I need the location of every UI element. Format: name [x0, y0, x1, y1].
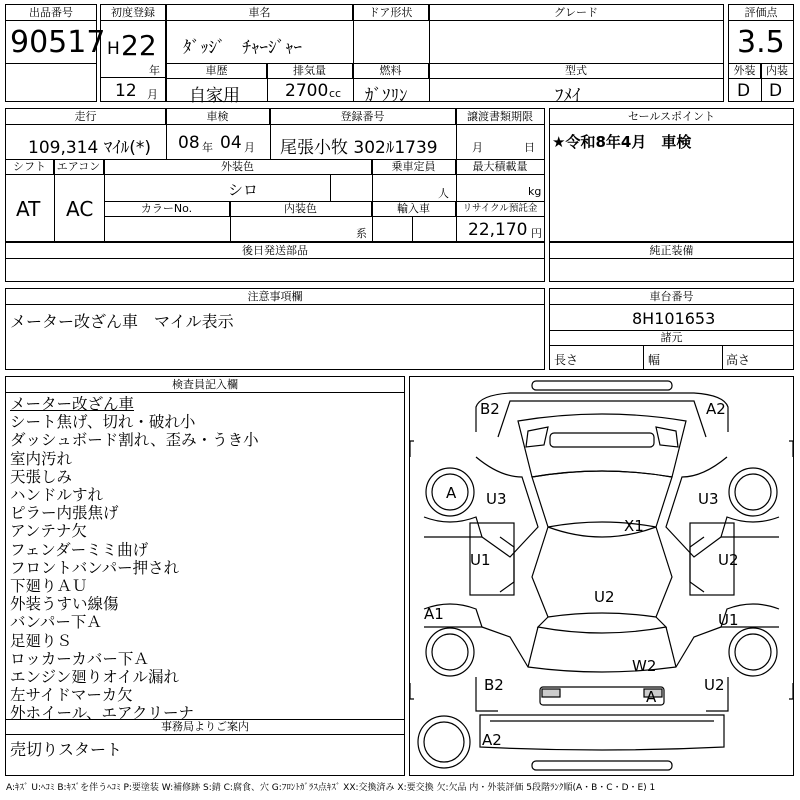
color-number-label: カラーNo.: [104, 201, 230, 217]
score-box: [728, 4, 794, 102]
car-info-box: [166, 4, 724, 106]
lot-number: 90517: [10, 25, 106, 60]
ac-label: エアコン: [54, 159, 104, 175]
model-label: 型式: [429, 63, 723, 79]
damage-code: U3: [698, 490, 719, 508]
inspection-month-unit: 月: [244, 141, 255, 154]
year-unit: 年: [149, 64, 160, 77]
interior-grade: D: [769, 81, 783, 101]
inspector-notes-list: [10, 395, 259, 723]
fuel-value: ｶﾞｿﾘﾝ: [365, 86, 408, 106]
legend-text: A:ｷｽﾞ U:ﾍｺﾐ B:ｷｽﾞを伴うﾍｺﾐ P:要塗装 W:補修跡 S:錆 C:腐食、穴 G:ﾌﾛﾝﾄｶﾞﾗｽ点ｷｽﾞ XX:交換済み X:要交換 欠:欠品 内・外装評価 5段階ﾗﾝｸ順(A・B・C・D・E) 1: [6, 783, 656, 793]
door-label: ドア形状: [353, 5, 429, 21]
inspector-box: [5, 376, 405, 776]
inspector-note-line: 天張しみ: [10, 467, 73, 486]
load-label: 最大積載量: [456, 159, 544, 175]
inspector-note-line: ピラー内張焦げ: [10, 504, 119, 523]
month-number: 12: [115, 81, 137, 101]
import-label: 輸入車: [372, 201, 456, 217]
damage-code: A: [646, 688, 657, 706]
damage-code: A2: [482, 731, 502, 749]
inspector-note-line: メーター改ざん車: [10, 395, 135, 413]
displacement-unit: cc: [329, 87, 342, 100]
recycle-unit: 円: [531, 227, 542, 240]
interior-label: 内装: [761, 63, 793, 79]
damage-code: A1: [424, 605, 444, 623]
transfer-day: 日: [524, 141, 535, 154]
shift-value: AT: [16, 197, 41, 221]
chassis-box: [549, 288, 794, 370]
spec-label: 諸元: [550, 330, 793, 346]
later-parts-label: 後日発送部品: [6, 243, 544, 259]
damage-code: U2: [704, 676, 725, 694]
history-label: 車歴: [167, 63, 267, 79]
mileage-label: 走行: [6, 109, 166, 125]
inspector-note-line: ダッシュボード割れ、歪み・うき小: [10, 431, 259, 450]
notice-value: メーター改ざん車 マイル表示: [10, 312, 234, 331]
height-label: 高さ: [726, 353, 751, 367]
model-value: ﾌﾒｲ: [555, 86, 581, 106]
inspector-note-line: フロントバンパー押され: [10, 558, 180, 577]
exterior-grade: D: [737, 81, 751, 101]
inspector-note-line: アンテナ欠: [10, 522, 87, 541]
car-diagram: [410, 377, 793, 775]
interior-color-unit: 系: [356, 227, 367, 240]
office-label: 事務局よりご案内: [6, 719, 404, 735]
damage-code: U2: [594, 588, 615, 606]
inspector-note-line: 足廻りＳ: [10, 631, 73, 650]
damage-code: U2: [718, 551, 739, 569]
history-value: 自家用: [189, 86, 240, 106]
era: H: [107, 39, 120, 59]
damage-code: W2: [632, 657, 657, 675]
genuine-equipment-box: [549, 242, 794, 282]
inspection-month: 04: [220, 133, 242, 153]
inspector-note-line: 外装うすい線傷: [10, 595, 119, 614]
damage-code: U1: [470, 551, 491, 569]
lot-label: 出品番号: [6, 5, 96, 21]
genuine-label: 純正装備: [550, 243, 793, 259]
inspector-note-line: シート焦げ、切れ・破れ小: [10, 413, 196, 432]
vehicle-details-box: [5, 108, 545, 242]
load-unit: kg: [528, 185, 542, 198]
damage-code: U1: [718, 611, 739, 629]
width-label: 幅: [648, 353, 661, 367]
car-name: ﾀﾞｯｼﾞ ﾁｬｰｼﾞｬｰ: [183, 38, 302, 58]
inspector-note-line: 室内汚れ: [10, 449, 73, 468]
score-label: 評価点: [729, 5, 793, 21]
exterior-color-value: シロ: [228, 181, 259, 199]
inspector-note-line: 外ホイール、エアクリーナ: [10, 704, 194, 723]
year-number: 22: [121, 29, 157, 62]
sales-label: セールスポイント: [550, 109, 793, 125]
sales-point-box: [549, 108, 794, 242]
lot-box: [5, 4, 106, 102]
damage-code: B2: [484, 676, 504, 694]
inspector-label: 検査員記入欄: [6, 377, 404, 393]
inspection-label: 車検: [166, 109, 270, 125]
recycle-value: 22,170: [468, 220, 528, 240]
inspector-note-line: フェンダーミミ曲げ: [10, 540, 149, 559]
office-value: 売切りスタート: [10, 740, 123, 759]
damage-code: U3: [486, 490, 507, 508]
interior-color-label: 内装色: [230, 201, 372, 217]
score-value: 3.5: [737, 25, 785, 60]
first-registration-box: [100, 4, 166, 102]
inspector-note-line: ハンドルすれ: [10, 486, 104, 505]
damage-code: A: [446, 484, 457, 502]
inspector-note-line: 下廻りＡＵ: [10, 577, 88, 596]
length-label: 長さ: [554, 353, 579, 367]
grade-label: グレード: [429, 5, 723, 21]
inspection-year: 08: [178, 133, 200, 153]
first-reg-label: 初度登録: [101, 5, 165, 21]
displacement-value: 2700: [285, 81, 329, 101]
inspector-note-line: ロッカーカバー下Ａ: [10, 649, 149, 668]
color-label: 外装色: [104, 159, 372, 175]
inspector-note-line: エンジン廻りオイル漏れ: [10, 668, 179, 687]
inspection-year-unit: 年: [202, 141, 213, 154]
ac-value: AC: [66, 197, 94, 221]
recycle-label: リサイクル預託金: [456, 201, 544, 217]
exterior-label: 外装: [729, 63, 761, 79]
capacity-label: 乗車定員: [372, 159, 456, 175]
later-parts-box: [5, 242, 545, 282]
sales-point-value: ★令和8年4月 車検: [552, 133, 692, 151]
mileage-value: 109,314 ﾏｲﾙ(*): [28, 138, 151, 158]
inspector-note-line: バンパー下Ａ: [10, 613, 102, 632]
capacity-unit: 人: [438, 187, 449, 200]
transfer-month: 月: [472, 141, 483, 154]
plate-value: 尾張小牧 302ﾙ1739: [280, 138, 438, 158]
shift-label: シフト: [6, 159, 54, 175]
damage-code: X1: [624, 517, 644, 535]
transfer-label: 譲渡書類期限: [456, 109, 544, 125]
displacement-label: 排気量: [267, 63, 353, 79]
damage-code: B2: [480, 400, 500, 418]
notice-box: [5, 288, 545, 370]
name-label: 車名: [167, 5, 353, 21]
month-unit: 月: [147, 88, 158, 101]
damage-code: A2: [706, 400, 726, 418]
damage-diagram-box: [409, 376, 794, 776]
chassis-label: 車台番号: [550, 289, 793, 305]
plate-label: 登録番号: [270, 109, 456, 125]
chassis-number: 8H101653: [632, 309, 716, 328]
fuel-label: 燃料: [353, 63, 429, 79]
inspector-note-line: 左サイドマーカ欠: [10, 686, 133, 705]
notice-label: 注意事項欄: [6, 289, 544, 305]
